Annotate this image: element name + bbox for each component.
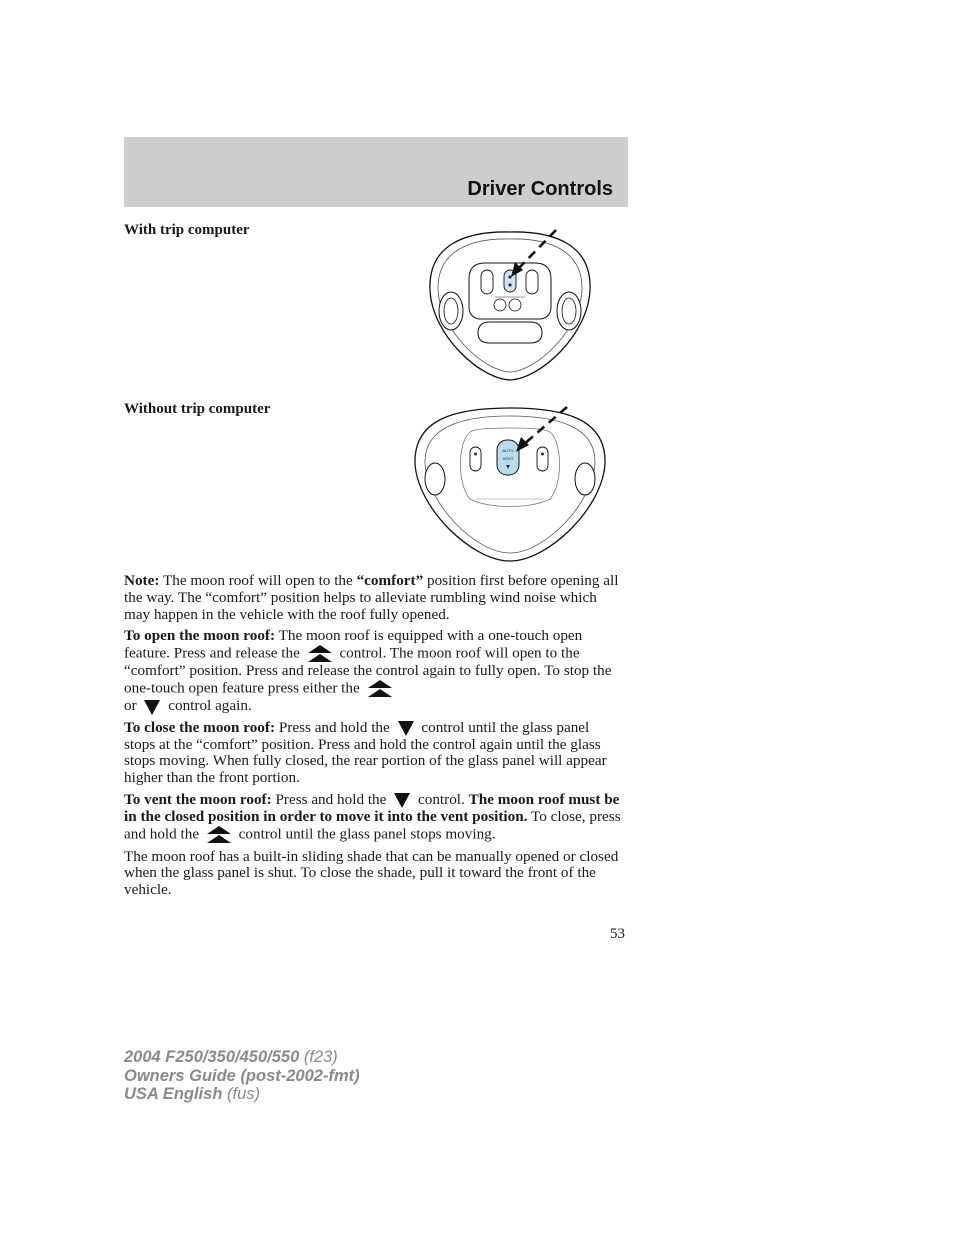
open-text-4: control again.	[168, 696, 252, 714]
note-text-2: position first before opening all the way. The “comfort” position helps to alleviate rumbling wind noise which may happen in the vehicle with the roof fully opened.	[124, 572, 619, 623]
footer-language-code: (fus)	[222, 1085, 260, 1103]
footer-line-1	[124, 1048, 360, 1067]
down-arrow-icon	[394, 792, 410, 808]
caption-with-trip-computer: With trip computer	[124, 222, 250, 238]
double-up-arrow-icon	[368, 680, 392, 698]
shade-paragraph: The moon roof has a built-in sliding shade that can be manually opened or closed when the glass panel is shut. To close the shade, pull it toward the front of the vehicle.	[124, 847, 619, 899]
caption-without-trip-computer: Without trip computer	[124, 401, 271, 417]
overhead-console-without-trip-computer-illustration	[412, 403, 608, 565]
down-arrow-icon	[144, 699, 160, 715]
section-header-bar	[124, 137, 628, 207]
vent-text-3: To close, press and hold the	[124, 807, 621, 843]
double-up-arrow-icon	[207, 826, 231, 844]
body-text	[124, 573, 624, 904]
note-paragraph	[124, 573, 624, 623]
note-label: Note:	[124, 572, 160, 589]
close-paragraph	[124, 720, 624, 787]
close-label: To close the moon roof:	[124, 718, 276, 736]
vent-label: VENT	[502, 456, 514, 461]
note-bold: “comfort”	[356, 572, 424, 589]
note-text-1: The moon roof will open to the	[159, 572, 357, 589]
vent-text-4: control until the glass panel stops moving.	[238, 825, 496, 843]
open-text-2: control. The moon roof will open to the “comfort” position. Press and release the control again to fully open. To stop the one-touch open feature press either the	[124, 644, 612, 697]
footer-line-2: Owners Guide (post-2002-fmt)	[124, 1066, 360, 1085]
section-title: Driver Controls	[467, 178, 613, 200]
footer-line-3	[124, 1085, 360, 1104]
footer-model: 2004 F250/350/450/550	[124, 1048, 300, 1066]
open-text-3: or	[124, 696, 137, 714]
open-paragraph	[124, 628, 624, 714]
document-footer	[124, 1048, 360, 1104]
vent-text-2: control.	[418, 790, 469, 808]
close-text-2: control until the glass panel stops at the “comfort” position. Press and hold the control again until the glass stops moving. When fully closed, the rear portion of the glass panel will appear higher than the front portion.	[124, 718, 607, 787]
down-arrow-icon	[398, 720, 414, 736]
footer-language: USA English	[124, 1085, 223, 1103]
double-up-arrow-icon	[308, 645, 332, 663]
overhead-console-with-trip-computer-illustration	[425, 225, 595, 385]
open-text-1: The moon roof is equipped with a one-touch open feature. Press and release the	[124, 627, 583, 662]
vent-text-1: Press and hold the	[271, 790, 387, 808]
auto-label: AUTO	[502, 448, 514, 453]
vent-bold: The moon roof must be in the closed position in order to move it into the vent position.	[124, 790, 620, 825]
close-text-1: Press and hold the	[275, 718, 390, 736]
open-label: To open the moon roof:	[124, 627, 276, 645]
footer-model-code: (f23)	[299, 1048, 338, 1066]
vent-label: To vent the moon roof:	[124, 790, 272, 808]
page-number: 53	[610, 926, 625, 942]
vent-paragraph	[124, 792, 624, 844]
